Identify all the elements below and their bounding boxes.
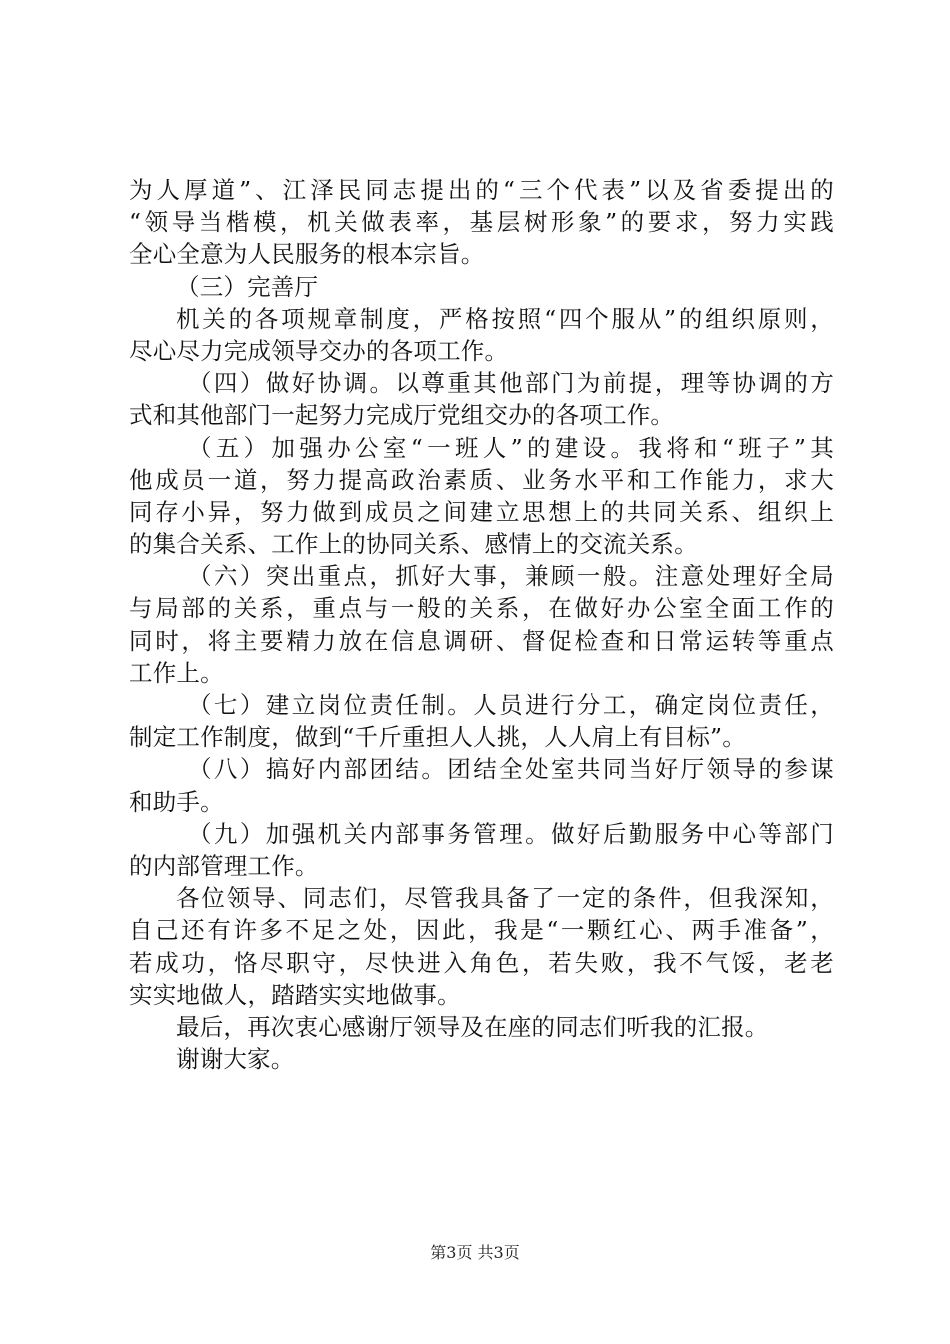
text-line: 机关的各项规章制度，严格按照“四个服从”的组织原则， bbox=[176, 304, 834, 333]
text-line: 最后，再次衷心感谢厅领导及在座的同志们听我的汇报。 bbox=[176, 1012, 769, 1041]
document-body bbox=[129, 174, 834, 1075]
text-line: 尽心尽力完成领导交办的各项工作。 bbox=[129, 336, 509, 365]
text-line: 同存小异，努力做到成员之间建立思想上的共同关系、组织上 bbox=[129, 497, 834, 526]
text-line: 实实地做人，踏踏实实地做事。 bbox=[129, 980, 461, 1009]
text-line: （八）搞好内部团结。团结全处室共同当好厅领导的参谋 bbox=[188, 755, 834, 784]
text-line: 全心全意为人民服务的根本宗旨。 bbox=[129, 240, 485, 269]
text-line: （六）突出重点，抓好大事，兼顾一般。注意处理好全局 bbox=[188, 562, 834, 591]
text-line: 和助手。 bbox=[129, 787, 224, 816]
text-line: （五）加强办公室“一班人”的建设。我将和“班子”其 bbox=[188, 433, 834, 462]
text-line: 工作上。 bbox=[129, 658, 224, 687]
text-line: （四）做好协调。以尊重其他部门为前提，理等协调的方 bbox=[188, 369, 834, 398]
text-line: （九）加强机关内部事务管理。做好后勤服务中心等部门 bbox=[188, 819, 834, 848]
text-line: 与局部的关系，重点与一般的关系，在做好办公室全面工作的 bbox=[129, 594, 834, 623]
text-line: 为人厚道”、江泽民同志提出的“三个代表”以及省委提出的 bbox=[129, 176, 834, 204]
text-line: 的集合关系、工作上的协同关系、感情上的交流关系。 bbox=[129, 530, 698, 559]
text-line: 谢谢大家。 bbox=[176, 1045, 295, 1074]
text-line: 式和其他部门一起努力完成厅党组交办的各项工作。 bbox=[129, 401, 675, 430]
page-number-footer: 第3页 共3页 bbox=[430, 1243, 520, 1262]
text-line: “领导当楷模，机关做表率，基层树形象”的要求，努力实践 bbox=[129, 208, 834, 237]
text-line: 制定工作制度，做到“千斤重担人人挑，人人肩上有目标”。 bbox=[129, 723, 746, 752]
text-line: 各位领导、同志们，尽管我具备了一定的条件，但我深知， bbox=[176, 884, 834, 913]
text-line: 同时，将主要精力放在信息调研、督促检查和日常运转等重点 bbox=[129, 626, 834, 655]
section-heading: （三）完善厅 bbox=[176, 272, 319, 301]
text-line: 的内部管理工作。 bbox=[129, 851, 319, 880]
text-line: （七）建立岗位责任制。人员进行分工，确定岗位责任， bbox=[188, 691, 834, 719]
text-line: 若成功，恪尽职守，尽快进入角色，若失败，我不气馁，老老 bbox=[129, 948, 834, 977]
text-line: 自己还有许多不足之处，因此，我是“一颗红心、两手准备”， bbox=[129, 916, 834, 945]
text-line: 他成员一道，努力提高政治素质、业务水平和工作能力，求大 bbox=[129, 465, 834, 494]
